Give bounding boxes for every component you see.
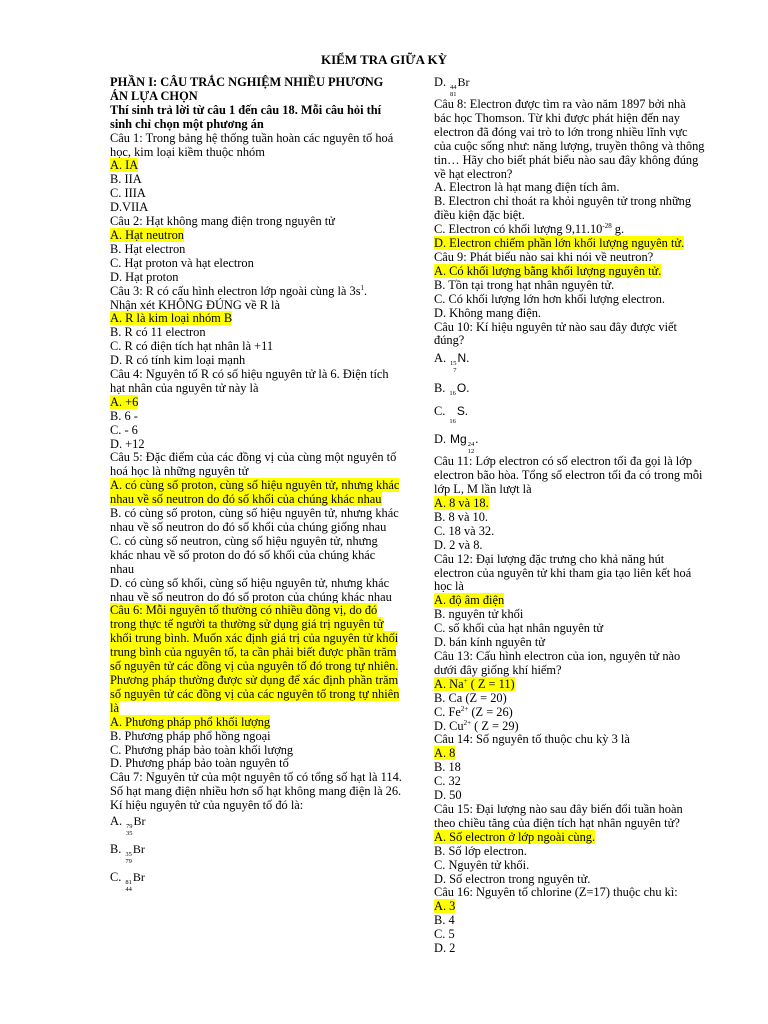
question-9: Câu 9: Phát biểu nào sai khi nói về neutron? xyxy=(434,249,654,264)
q2-option-c: C. Hạt proton và hạt electron xyxy=(110,255,254,270)
q2-option-a: A. Hạt neutron xyxy=(110,227,184,242)
q8-option-a: A. Electron là hạt mang điện tích âm. xyxy=(434,180,620,195)
q16-option-b: B. 4 xyxy=(434,913,455,928)
q1-option-a: A. IA xyxy=(110,158,139,173)
q10-option-c: C. 16 S. xyxy=(434,404,468,426)
q12-option-a: A. độ âm điện xyxy=(434,593,505,608)
q15-option-a: A. Số electron ở lớp ngoài cùng. xyxy=(434,829,596,844)
q14-option-d: D. 50 xyxy=(434,788,462,803)
q13-option-c: C. $Fe^{2+}$ (Z = 26) xyxy=(434,704,513,719)
q8-option-c: C. Electron có khối lượng $9,11.10^{-28}$ g. xyxy=(434,222,625,237)
q3-option-a: A. R là kim loại nhóm B xyxy=(110,311,233,326)
q5-option-c: C. có cùng số neutron, cùng số hiệu nguyên tử, nhưng khác nhau về số proton do đó số khối của chúng khác nhau xyxy=(110,533,378,576)
q11-option-c: C. 18 và 32. xyxy=(434,523,495,538)
part-heading: PHẦN I: CÂU TRẮC NGHIỆM NHIỀU PHƯƠNG ÁN LỰA CHỌN xyxy=(110,75,384,103)
q9-option-c: C. Có khối lượng lớn hơn khối lượng electron. xyxy=(434,291,665,306)
q13-option-a: A. Na+ ( Z = 11) xyxy=(434,676,515,691)
q6-option-d: D. Phương pháp bảo toàn nguyên tố xyxy=(110,756,289,771)
question-8: Câu 8: Electron được tìm ra vào năm 1897 bởi nhà bác học Thomson. Từ khi được phát hiện đến nay electron đã đóng vai trò to lớn trong nhiều lĩnh vực của cuộc sống như: năng lượng, truyền thông và thông tin… Hãy cho biết phát biểu nào sau đây không đúng về hạt electron? xyxy=(434,97,705,181)
q4-option-a: A. +6 xyxy=(110,394,139,409)
question-3-note: Nhận xét KHÔNG ĐÚNG về R là xyxy=(110,297,280,312)
q4-option-d: D. +12 xyxy=(110,436,145,451)
left-column xyxy=(110,76,402,893)
q1-option-b: B. IIA xyxy=(110,172,142,187)
q7-option-b: B. 35 79 Br xyxy=(110,842,145,866)
q12-option-d: D. bán kính nguyên tử xyxy=(434,635,545,650)
question-16: Câu 16: Nguyên tố chlorine (Z=17) thuộc chu kì: xyxy=(434,885,678,900)
q9-option-d: D. Không mang điện. xyxy=(434,305,542,320)
q11-option-d: D. 2 và 8. xyxy=(434,537,483,552)
q13-option-d: D. $Cu^{2+}$ ( Z = 29) xyxy=(434,718,519,733)
q1-option-d: D.VIIA xyxy=(110,200,149,215)
q13-option-b: B. Ca (Z = 20) xyxy=(434,690,507,705)
question-4: Câu 4: Nguyên tố R có số hiệu nguyên tử là 6. Điện tích hạt nhân của nguyên tử này là xyxy=(110,367,389,395)
q7-option-c: C. 81 44 Br xyxy=(110,870,145,894)
q4-option-c: C. - 6 xyxy=(110,422,138,437)
instructions: Thí sinh trả lời từ câu 1 đến câu 18. Mỗi câu hỏi thí sinh chỉ chọn một phương án xyxy=(110,102,382,131)
question-5: Câu 5: Đặc điểm của các đồng vị của cùng một nguyên tố hoá học là những nguyên tử xyxy=(110,450,397,479)
q10-option-d: D. Mg 24 12 . xyxy=(434,432,479,456)
q6-option-c: C. Phương pháp bảo toàn khối lượng xyxy=(110,742,294,757)
q4-option-b: B. 6 - xyxy=(110,408,138,423)
question-12: Câu 12: Đại lượng đặc trưng cho khả năng hút electron của nguyên tử khi tham gia tạo liên kết hoá học là xyxy=(434,551,692,594)
q3-option-b: B. R có 11 electron xyxy=(110,325,206,340)
q9-option-b: B. Tồn tại trong hạt nhân nguyên tử. xyxy=(434,277,615,292)
q10-option-b: B. 16 O. xyxy=(434,381,470,398)
q14-option-b: B. 18 xyxy=(434,760,461,775)
question-13: Câu 13: Cấu hình electron của ion, nguyên tử nào dưới đây giống khí hiếm? xyxy=(434,649,681,677)
right-column xyxy=(434,76,706,956)
q10-option-a: A. 15 7 N. xyxy=(434,351,470,375)
question-7: Câu 7: Nguyên tử của một nguyên tố có tổng số hạt là 114. Số hạt mang điện nhiều hơn số hạt không mang điện là 26. Kí hiệu nguyên tử của nguyên tố đó là: xyxy=(110,770,402,813)
q14-option-c: C. 32 xyxy=(434,774,461,789)
q16-option-c: C. 5 xyxy=(434,927,455,942)
exam-title: KIỂM TRA GIỮA KỲ xyxy=(320,52,448,67)
q12-option-b: B. nguyên tử khối xyxy=(434,607,524,622)
q15-option-d: D. Số electron trong nguyên tử. xyxy=(434,871,591,886)
question-6: Câu 6: Mỗi nguyên tố thường có nhiều đồng vị, do đó trong thực tế người ta thường sử dụng giá trị nguyên tử khối trung bình. Muốn xác định giá trị của nguyên tử khối trung bình của nguyên tố, ta cần phải biết được phần trăm số nguyên tử các đồng vị của nguyên tố đó trong tự nhiên. Phương pháp thường được sử dụng để xác định phần trăm số nguyên tử các đồng vị của các nguyên tố trong tự nhiên là xyxy=(110,603,400,715)
q9-option-a: A. Có khối lượng bằng khối lượng nguyên tử. xyxy=(434,263,662,278)
q15-option-c: C. Nguyên tử khối. xyxy=(434,857,530,872)
q6-option-a: A. Phương pháp phổ khối lượng xyxy=(110,714,271,729)
question-11: Câu 11: Lớp electron có số electron tối đa gọi là lớp electron bão hòa. Tổng số electron tối đa có trong mỗi lớp L, M lần lượt là xyxy=(434,454,703,497)
q1-option-c: C. IIIA xyxy=(110,186,146,201)
q15-option-b: B. Số lớp electron. xyxy=(434,843,527,858)
q5-option-b: B. có cùng số proton, cùng số hiệu nguyên tử, nhưng khác nhau về số neutron do đó số khối của chúng giống nhau xyxy=(110,506,399,534)
question-14: Câu 14: Số nguyên tố thuộc chu kỳ 3 là xyxy=(434,732,630,747)
q8-option-b: B. Electron chỉ thoát ra khỏi nguyên tử trong những điều kiện đặc biệt. xyxy=(434,194,692,223)
q11-option-b: B. 8 và 10. xyxy=(434,509,489,524)
q7-option-d: D. 44 81 Br xyxy=(434,75,470,98)
q2-option-b: B. Hạt electron xyxy=(110,241,186,256)
q6-option-b: B. Phương pháp phổ hồng ngoại xyxy=(110,728,271,743)
q5-option-a: A. có cùng số proton, cùng số hiệu nguyên tử, nhưng khác nhau về số neutron do đó số khối của chúng khác nhau xyxy=(110,478,400,507)
q8-option-d: D. Electron chiếm phần lớn khối lượng nguyên tử. xyxy=(434,236,685,251)
q14-option-a: A. 8 xyxy=(434,746,456,761)
question-2: Câu 2: Hạt không mang điện trong nguyên tử xyxy=(110,214,335,229)
question-3: Câu 3: R có cấu hình electron lớp ngoài cùng là $3s^1$. xyxy=(110,283,368,298)
q5-option-d: D. có cùng số khối, cùng số hiệu nguyên tử, nhưng khác nhau về số neutron do đó số proton của chúng khác nhau xyxy=(110,575,392,604)
q3-option-d: D. R có tính kim loại mạnh xyxy=(110,353,246,368)
question-15: Câu 15: Đại lượng nào sau đây biến đổi tuần hoàn theo chiều tăng của điện tích hạt nhân nguyên tử? xyxy=(434,801,683,830)
q16-option-d: D. 2 xyxy=(434,941,456,956)
q16-option-a: A. 3 xyxy=(434,899,456,914)
q12-option-c: C. số khối của hạt nhân nguyên tử xyxy=(434,621,604,636)
q11-option-a: A. 8 và 18. xyxy=(434,496,489,511)
q3-option-c: C. R có điện tích hạt nhân là +11 xyxy=(110,339,274,354)
q7-option-a: A. 79 35 Br xyxy=(110,814,146,838)
question-10: Câu 10: Kí hiệu nguyên tử nào sau đây được viết đúng? xyxy=(434,319,677,348)
q2-option-d: D. Hạt proton xyxy=(110,269,179,284)
question-1: Câu 1: Trong bảng hệ thống tuần hoàn các nguyên tố hoá học, kim loại kiềm thuộc nhóm xyxy=(110,130,394,159)
